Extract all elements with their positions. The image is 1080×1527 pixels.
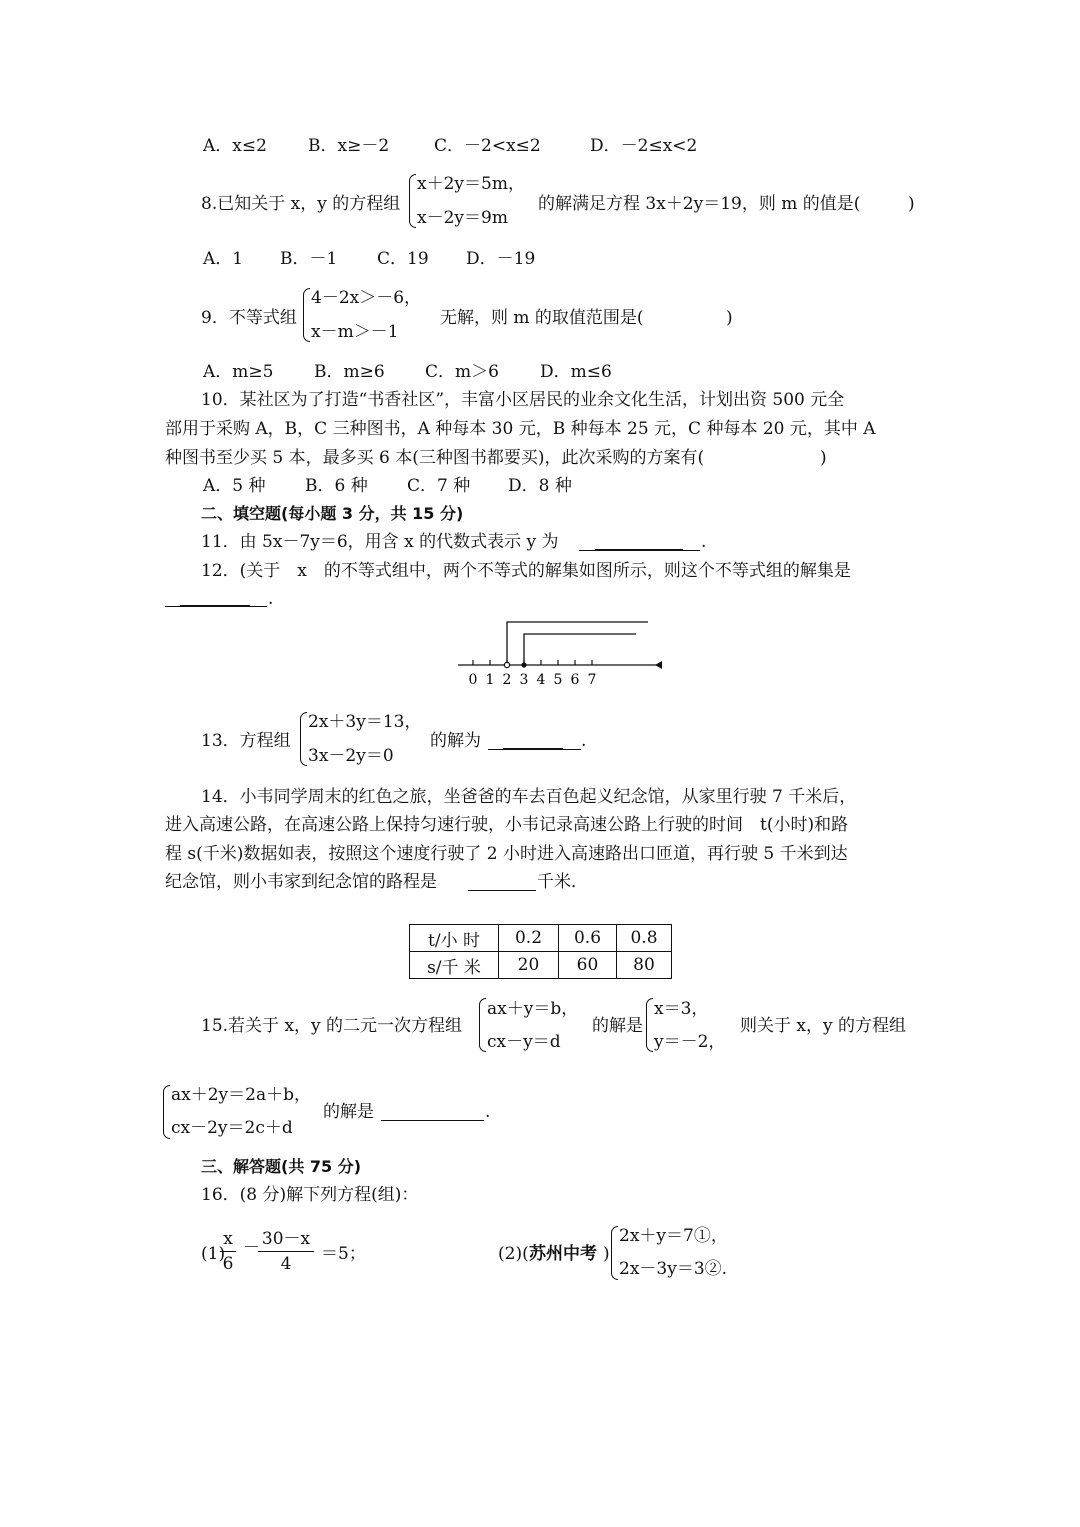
open-point bbox=[504, 662, 509, 667]
fraction-denominator: 4 bbox=[280, 1254, 292, 1274]
q12-answer-underline bbox=[180, 605, 250, 607]
q15-tail: 的解是 bbox=[323, 1102, 374, 1122]
table-row bbox=[410, 952, 672, 979]
q10-line-1: 10．某社区为了打造“书香社区”，丰富小区居民的业余文化生活，计划出资 500 元全 bbox=[201, 390, 845, 410]
q14-unit: 千米． bbox=[537, 872, 588, 892]
q10-line-2: 部用于采购 A，B，C 三种图书，A 种每本 30 元，B 种每本 25 元，C 种每本 20 元，其中 A bbox=[165, 419, 876, 439]
q9-close: ) bbox=[726, 308, 733, 328]
q11-text: 11．由 5x－7y＝6，用含 x 的代数式表示 y 为 bbox=[201, 532, 559, 552]
option-d: D．m≤6 bbox=[540, 362, 612, 382]
table-cell: 0.6 bbox=[559, 925, 617, 952]
q15-eq2: cx－y＝d bbox=[487, 1032, 561, 1052]
option-b: B．6 种 bbox=[305, 476, 368, 496]
solution-bracket-upper bbox=[507, 622, 648, 665]
q13-eq2: 3x－2y＝0 bbox=[308, 746, 394, 766]
q9-eq1: 4－2x＞－6， bbox=[311, 288, 422, 308]
q15-prefix: 15.若关于 x，y 的二元一次方程组 bbox=[201, 1016, 463, 1036]
q13-brace bbox=[300, 712, 307, 766]
q12-end: . bbox=[268, 589, 274, 609]
option-c: C．m＞6 bbox=[425, 362, 499, 382]
q8-suffix: 的解满足方程 3x＋2y＝19，则 m 的值是( bbox=[538, 194, 861, 214]
axis-arrow-icon bbox=[655, 661, 662, 669]
q13-end: . bbox=[581, 731, 587, 751]
q13-prefix: 13．方程组 bbox=[201, 731, 291, 751]
option-c: C．7 种 bbox=[407, 476, 471, 496]
fraction-bar bbox=[258, 1251, 314, 1252]
number-line-ticks bbox=[473, 660, 592, 665]
table-row bbox=[410, 925, 672, 952]
q8-eq2: x－2y＝9m bbox=[417, 208, 508, 228]
tick-label: 6 bbox=[570, 672, 580, 688]
q11-answer-underline bbox=[595, 549, 683, 551]
q14-line-1: 14．小韦同学周末的红色之旅，坐爸爸的车去百色起义纪念馆，从家里行驶 7 千米后， bbox=[201, 787, 857, 807]
closed-point bbox=[521, 662, 526, 667]
number-line-labels bbox=[469, 672, 597, 688]
table-cell: 0.8 bbox=[617, 925, 672, 952]
table-header-s: s/千 米 bbox=[410, 952, 499, 979]
q16-part2-source: 苏州中考 bbox=[529, 1244, 597, 1264]
q8-close: ) bbox=[908, 194, 915, 214]
option-b: B．x≥－2 bbox=[308, 136, 390, 156]
fraction-numerator: 30－x bbox=[261, 1229, 311, 1249]
tick-label: 3 bbox=[519, 672, 529, 688]
q16-part1-label: (1) bbox=[201, 1244, 226, 1264]
q8-prefix: 8.已知关于 x，y 的方程组 bbox=[201, 194, 401, 214]
option-c: C．－2<x≤2 bbox=[434, 136, 541, 156]
tick-label: 4 bbox=[536, 672, 546, 688]
option-d: D．－2≤x<2 bbox=[590, 136, 698, 156]
q14-line-4: 纪念馆，则小韦家到纪念馆的路程是 bbox=[165, 872, 437, 892]
tick-label: 2 bbox=[502, 672, 512, 688]
tick-label: 0 bbox=[468, 672, 478, 688]
option-a: A．m≥5 bbox=[203, 362, 274, 382]
q9-prefix: 9．不等式组 bbox=[201, 308, 297, 328]
q15-suffix: 则关于 x，y 的方程组 bbox=[740, 1016, 906, 1036]
q11-end: . bbox=[701, 532, 707, 552]
q15-sol1: x＝3， bbox=[654, 999, 709, 1019]
q15-mid: 的解是 bbox=[592, 1016, 643, 1036]
q16-part2-label: (2)( bbox=[498, 1244, 529, 1264]
minus-sign: － bbox=[243, 1238, 260, 1258]
q9-brace bbox=[303, 288, 310, 342]
option-d: D．8 种 bbox=[508, 476, 572, 496]
option-a: A．1 bbox=[203, 249, 244, 269]
q15-eq4: cx－2y＝2c＋d bbox=[171, 1118, 293, 1138]
q14-line-3: 程 s(千米)数据如表，按照这个速度行驶了 2 小时进入高速路出口匝道，再行驶 5 千米到达 bbox=[165, 844, 848, 864]
q15-end: . bbox=[485, 1102, 491, 1122]
fraction-denominator: 6 bbox=[222, 1254, 234, 1274]
q14-answer-blank[interactable] bbox=[468, 890, 536, 891]
q14-line-2: 进入高速公路，在高速公路上保持匀速行驶，小韦记录高速公路上行驶的时间 t(小时)和路 bbox=[165, 815, 849, 835]
option-d: D．－19 bbox=[466, 249, 536, 269]
q15-brace-3 bbox=[163, 1085, 170, 1139]
q15-eq3: ax＋2y＝2a＋b， bbox=[171, 1085, 311, 1105]
q15-sol2: y＝－2， bbox=[654, 1032, 726, 1052]
table-cell: 0.2 bbox=[499, 925, 559, 952]
option-a: A．x≤2 bbox=[203, 136, 267, 156]
section-heading-fill-in: 二、填空题(每小题 3 分，共 15 分) bbox=[201, 504, 464, 523]
q13-suffix: 的解为 bbox=[430, 731, 481, 751]
q16-text: 16．(8 分)解下列方程(组)： bbox=[201, 1185, 419, 1205]
q10-close: ) bbox=[820, 448, 827, 468]
q9-eq2: x－m＞－1 bbox=[311, 322, 399, 342]
table-cell: 80 bbox=[617, 952, 672, 979]
q8-brace bbox=[409, 174, 416, 228]
q10-line-3: 种图书至少买 5 本，最多买 6 本(三种图书都要买)，此次采购的方案有( bbox=[165, 448, 705, 468]
q13-answer-underline bbox=[503, 748, 563, 750]
speed-table bbox=[409, 924, 672, 979]
q15-brace-1 bbox=[479, 998, 486, 1052]
q8-eq1: x＋2y＝5m， bbox=[417, 174, 525, 194]
q16-part1-rhs: ＝5； bbox=[321, 1244, 366, 1264]
tick-label: 5 bbox=[553, 672, 563, 688]
tick-label: 7 bbox=[587, 672, 597, 688]
q15-answer-blank[interactable] bbox=[381, 1120, 484, 1121]
q15-brace-2 bbox=[646, 998, 653, 1052]
q16-brace bbox=[611, 1226, 618, 1280]
q9-suffix: 无解，则 m 的取值范围是( bbox=[440, 308, 644, 328]
table-cell: 60 bbox=[559, 952, 617, 979]
tick-label: 1 bbox=[485, 672, 495, 688]
table-cell: 20 bbox=[499, 952, 559, 979]
table-header-t: t/小 时 bbox=[410, 925, 499, 952]
section-heading-solve: 三、解答题(共 75 分) bbox=[201, 1157, 362, 1176]
option-c: C．19 bbox=[377, 249, 429, 269]
q12-text: 12．(关于 x 的不等式组中，两个不等式的解集如图所示，则这个不等式组的解集是 bbox=[201, 561, 851, 581]
option-b: B．m≥6 bbox=[314, 362, 385, 382]
fraction-numerator: x bbox=[223, 1229, 233, 1249]
q16-part2-close: ) bbox=[603, 1244, 610, 1264]
q13-eq1: 2x＋3y＝13， bbox=[308, 712, 422, 732]
option-a: A．5 种 bbox=[203, 476, 266, 496]
option-b: B．－1 bbox=[280, 249, 338, 269]
number-line-figure bbox=[450, 614, 670, 690]
fraction-bar bbox=[220, 1251, 236, 1252]
q15-eq1: ax＋y＝b， bbox=[487, 999, 579, 1019]
q16-eq1: 2x＋y＝7①， bbox=[619, 1226, 728, 1246]
q16-eq2: 2x－3y＝3②. bbox=[619, 1259, 728, 1279]
